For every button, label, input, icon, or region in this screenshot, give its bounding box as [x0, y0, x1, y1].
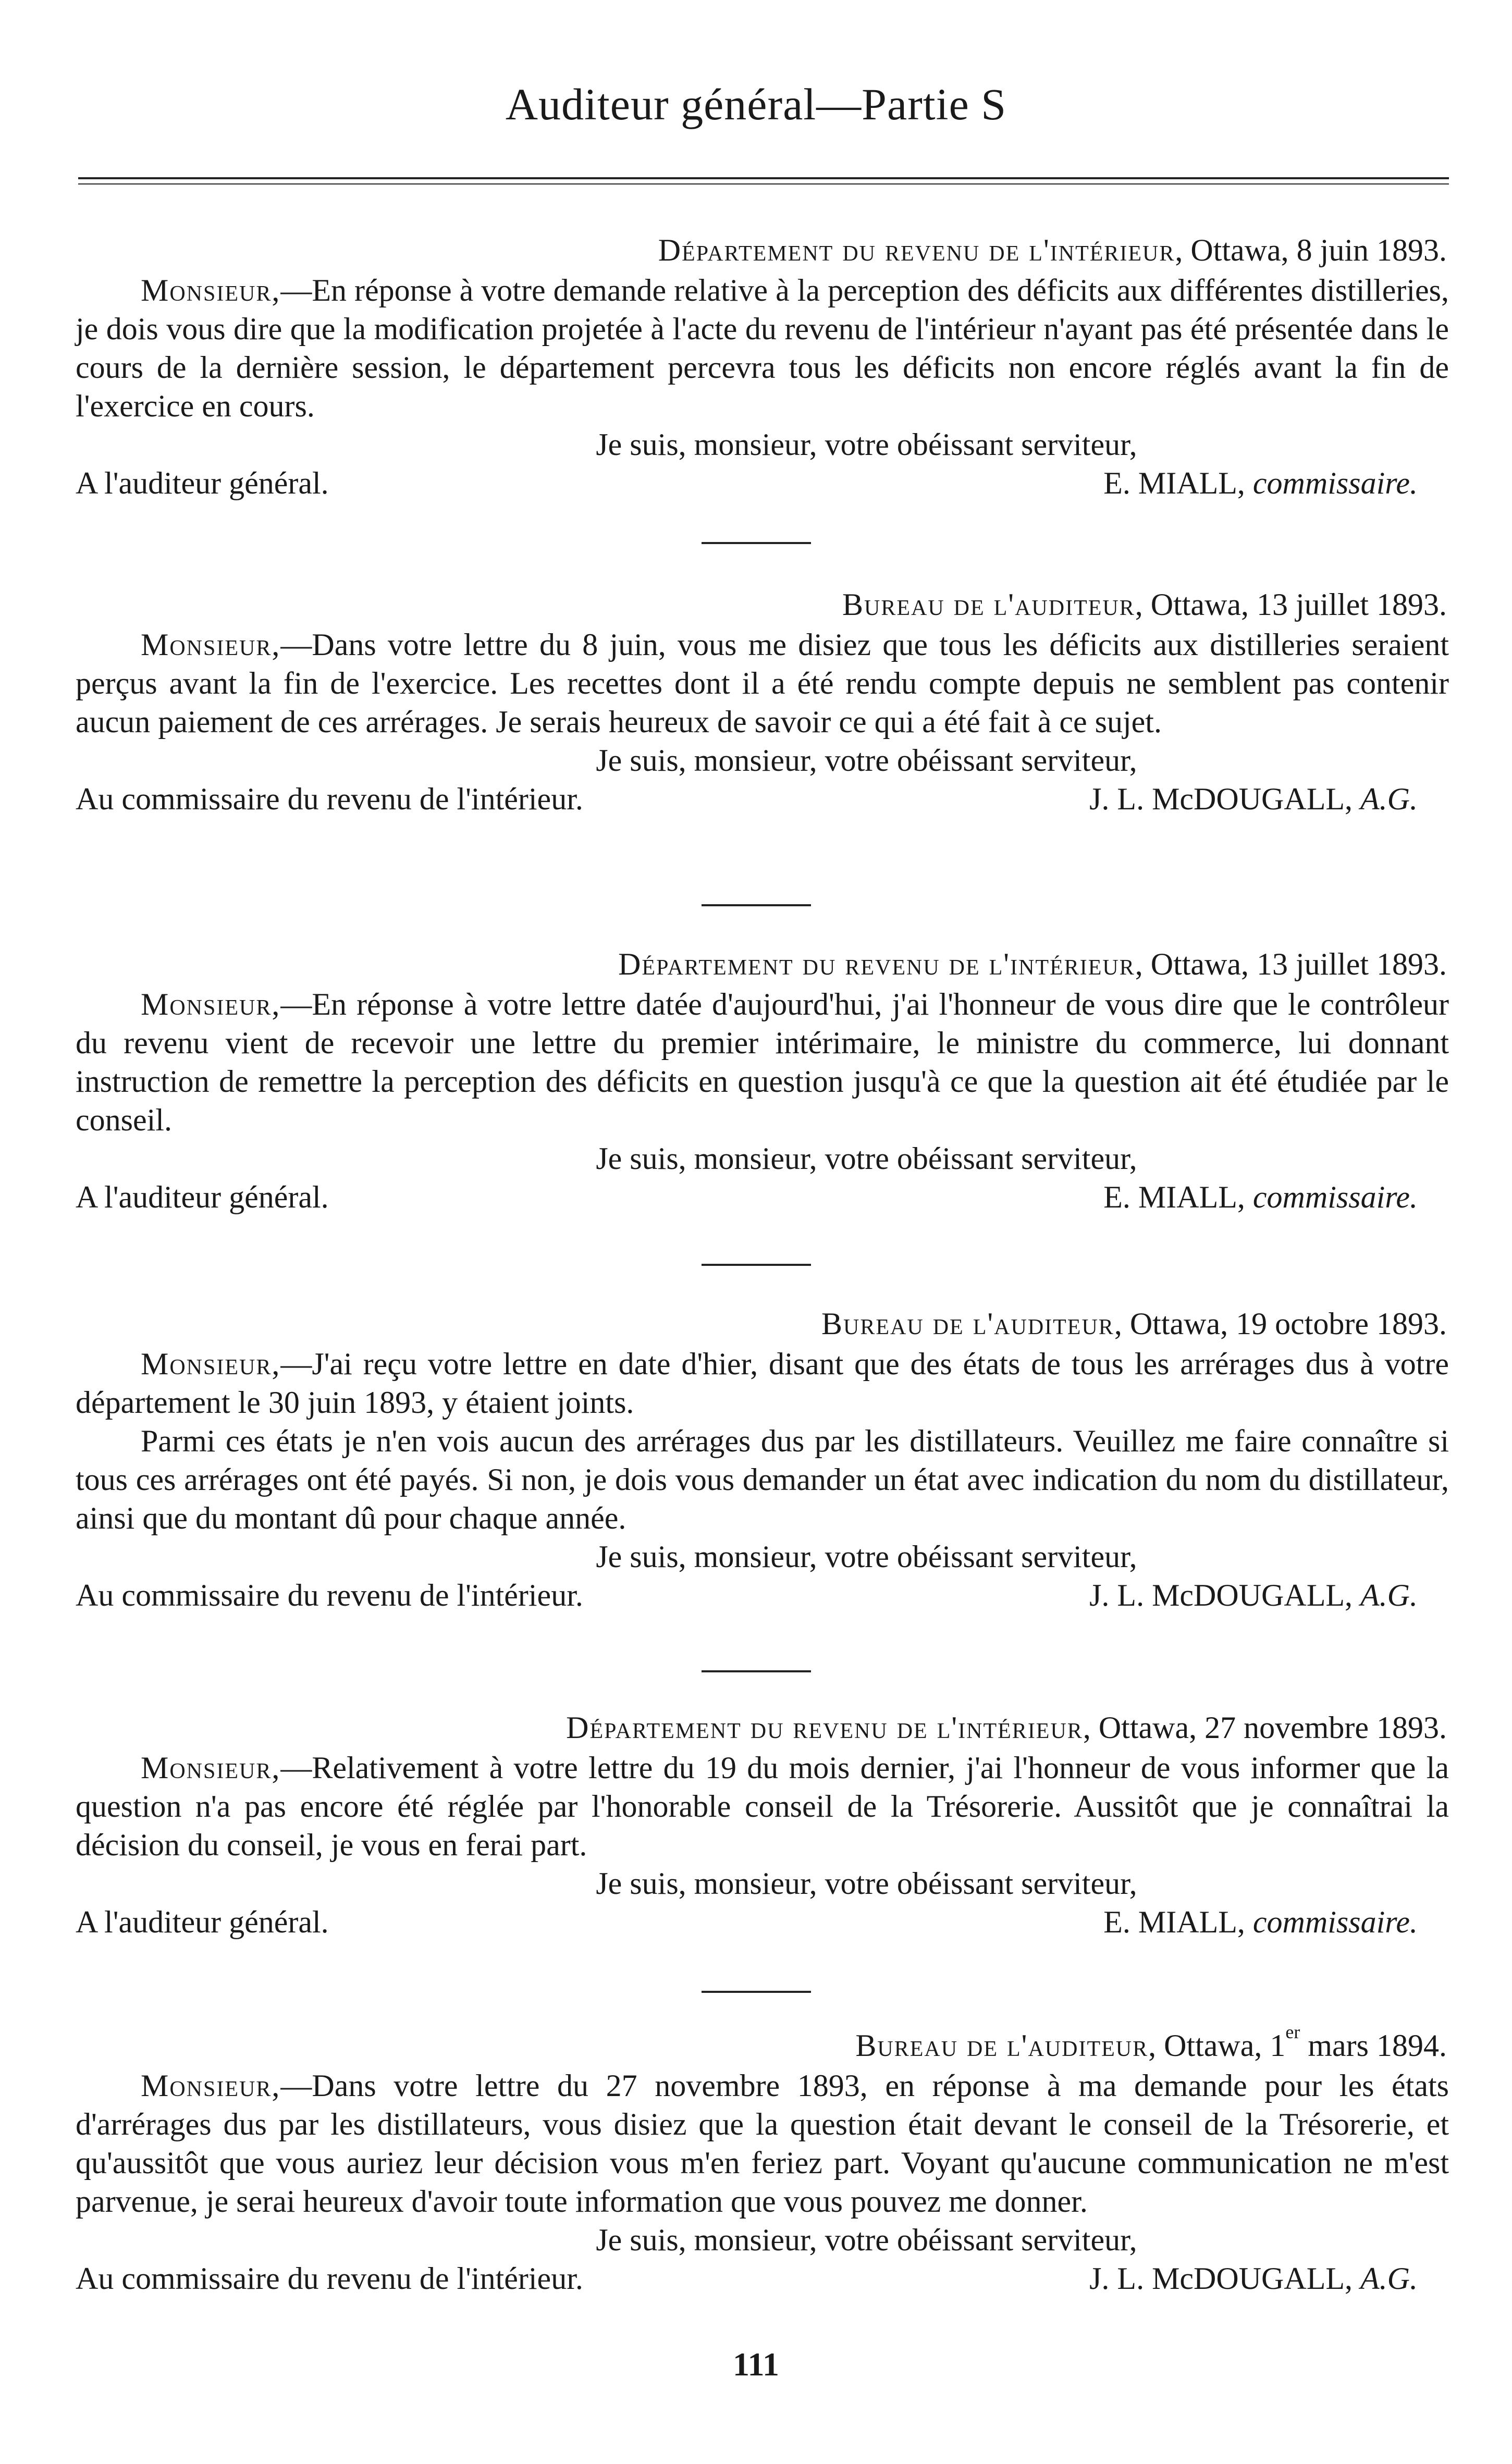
letter-heading: Bureau de l'auditeur, Ottawa, 13 juillet 1893.: [842, 587, 1447, 622]
signature-line: [76, 1576, 1449, 1615]
salutation: Monsieur,: [141, 1751, 281, 1785]
letter-heading: Département du revenu de l'intérieur, Ottawa, 27 novembre 1893.: [566, 1710, 1447, 1745]
recipient: Au commissaire du revenu de l'intérieur.: [76, 782, 583, 816]
recipient: A l'auditeur général.: [76, 466, 329, 500]
letter-4: [76, 1303, 1449, 1615]
page-number: 111: [733, 2346, 779, 2383]
salutation: Monsieur,: [141, 2068, 281, 2103]
signature: E. MIALL, commissaire.: [1103, 1905, 1418, 1939]
signature-line: [76, 780, 1449, 818]
closing: Je suis, monsieur, votre obéissant serviteur,: [596, 2223, 1137, 2257]
paragraph: —J'ai reçu votre lettre en date d'hier, disant que des états de tous les arrérages dus à votre département le 30 juin 1893, y étaient joints.: [76, 1347, 1449, 1420]
letter-body: [76, 1748, 1449, 1864]
separator: [702, 1670, 811, 1672]
salutation: Monsieur,: [141, 627, 281, 662]
signature-line: [76, 464, 1449, 502]
recipient: Au commissaire du revenu de l'intérieur.: [76, 2261, 583, 2296]
salutation: Monsieur,: [141, 273, 281, 307]
paragraph: —Dans votre lettre du 8 juin, vous me disiez que tous les déficits aux distilleries seraient perçus avant la fin de l'exercice. Les recettes dont il a été rendu compte depuis ne semblent pas contenir aucun paiement de ces arrérages. Je serais heureux de savoir ce qui a été fait à ce sujet.: [76, 627, 1449, 739]
paragraph: Parmi ces états je n'en vois aucun des arrérages dus par les distillateurs. Veuillez me faire connaître si tous ces arrérages ont été payés. Si non, je dois vous demander un état avec indication du nom du distillateur, ainsi que du montant dû pour chaque année.: [76, 1424, 1449, 1535]
signature: J. L. McDOUGALL, A.G.: [1089, 782, 1418, 816]
letter-1: [76, 229, 1449, 502]
salutation: Monsieur,: [141, 987, 281, 1021]
salutation: Monsieur,: [141, 1347, 281, 1381]
closing: Je suis, monsieur, votre obéissant serviteur,: [596, 1866, 1137, 1901]
signature: J. L. McDOUGALL, A.G.: [1089, 2261, 1418, 2296]
letter-body: [76, 985, 1449, 1139]
signature-line: [76, 2259, 1449, 2298]
signature-line: [76, 1903, 1449, 1941]
paragraph: —En réponse à votre lettre datée d'aujourd'hui, j'ai l'honneur de vous dire que le contrôleur du revenu vient de recevoir une lettre du premier intérimaire, le ministre du commerce, lui donnant instruction de remettre la perception des déficits en question jusqu'à ce que la question ait été étudiée par le conseil.: [76, 987, 1449, 1137]
signature: E. MIALL, commissaire.: [1103, 466, 1418, 500]
closing: Je suis, monsieur, votre obéissant serviteur,: [596, 427, 1137, 462]
separator: [702, 904, 811, 906]
letter-body: [76, 625, 1449, 741]
letter-2: [76, 584, 1449, 818]
paragraph: —En réponse à votre demande relative à la perception des déficits aux différentes distilleries, je dois vous dire que la modification projetée à l'acte du revenu de l'intérieur n'ayant pas été présentée dans le cours de la dernière session, le département percevra tous les déficits non encore réglés avant la fin de l'exercice en cours.: [76, 273, 1449, 423]
separator: [702, 1264, 811, 1266]
letter-heading: Département du revenu de l'intérieur, Ottawa, 13 juillet 1893.: [618, 947, 1447, 981]
separator: [702, 1991, 811, 1993]
letter-body: [76, 271, 1449, 425]
separator: [702, 542, 811, 544]
recipient: A l'auditeur général.: [76, 1905, 329, 1939]
recipient: Au commissaire du revenu de l'intérieur.: [76, 1578, 583, 1612]
letter-heading: Département du revenu de l'intérieur, Ottawa, 8 juin 1893.: [658, 233, 1447, 267]
header-rule: [78, 177, 1449, 179]
closing: Je suis, monsieur, votre obéissant serviteur,: [596, 743, 1137, 778]
letter-heading: Bureau de l'auditeur, Ottawa, 1er mars 1894.: [855, 2022, 1447, 2063]
recipient: A l'auditeur général.: [76, 1180, 329, 1214]
closing: Je suis, monsieur, votre obéissant serviteur,: [596, 1539, 1137, 1574]
closing: Je suis, monsieur, votre obéissant serviteur,: [596, 1141, 1137, 1176]
header-rule-thin: [78, 183, 1449, 184]
signature-line: [76, 1178, 1449, 1216]
paragraph: —Relativement à votre lettre du 19 du mois dernier, j'ai l'honneur de vous informer que la question n'a pas encore été réglée par l'honorable conseil de la Trésorerie. Aussitôt que je connaîtrai la décision du conseil, je vous en ferai part.: [76, 1751, 1449, 1862]
signature: E. MIALL, commissaire.: [1103, 1180, 1418, 1214]
letter-5: [76, 1707, 1449, 1941]
letter-6: [76, 2022, 1449, 2298]
letter-body: [76, 2066, 1449, 2221]
paragraph: —Dans votre lettre du 27 novembre 1893, en réponse à ma demande pour les états d'arrérages dus par les distillateurs, vous disiez que la question était devant le conseil de la Trésorerie, et qu'aussitôt que vous auriez leur décision vous m'en feriez part. Voyant qu'aucune communication ne m'est parvenue, je serai heureux d'avoir toute information que vous pouvez me donner.: [76, 2068, 1449, 2219]
letter-3: [76, 943, 1449, 1216]
letter-body: [76, 1345, 1449, 1537]
signature: J. L. McDOUGALL, A.G.: [1089, 1578, 1418, 1612]
page-title: Auditeur général—Partie S: [505, 79, 1007, 129]
letter-heading: Bureau de l'auditeur, Ottawa, 19 octobre 1893.: [821, 1307, 1447, 1341]
